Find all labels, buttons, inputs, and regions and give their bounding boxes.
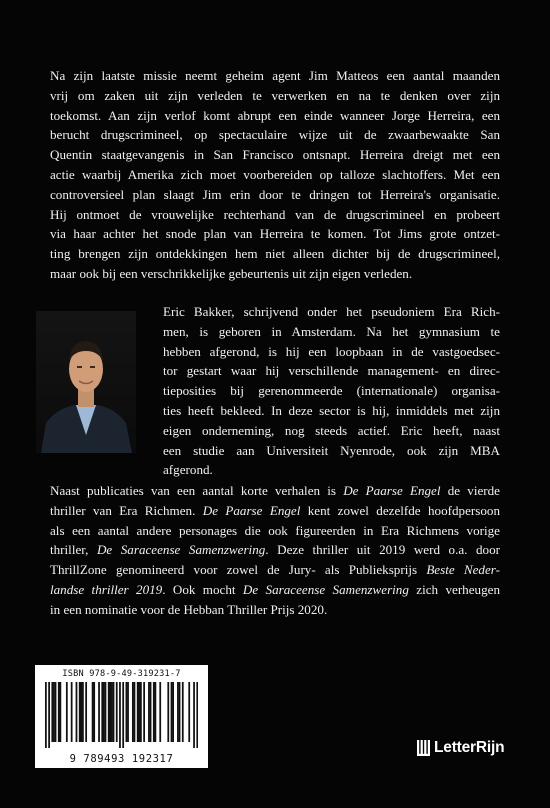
text-line: toekomst. Aan zijn verlof komt abrupt een einde wanneer Jorge Herreira, een — [50, 107, 500, 123]
barcode-bar — [171, 682, 173, 742]
author-photo — [36, 311, 136, 453]
barcode-bar — [105, 682, 107, 742]
barcode-bar — [153, 682, 155, 742]
text-line: eigen onderneming, nog steeds actief. Eric heeft, naast — [163, 422, 500, 438]
barcode-bar — [108, 682, 110, 742]
barcode-bar — [172, 682, 174, 742]
book-title: Beste Neder- — [426, 562, 500, 578]
text-line — [50, 501, 500, 521]
barcode-bar — [188, 682, 190, 742]
synopsis-paragraph — [50, 66, 500, 284]
text-run: in een nominatie voor de Hebban Thriller Prijs 2020. — [50, 601, 328, 617]
barcode-bar — [48, 682, 50, 748]
publisher-logo — [417, 736, 504, 760]
isbn-barcode — [35, 665, 208, 768]
publications-paragraph — [50, 481, 500, 620]
book-title: De Paarse Engel — [202, 502, 301, 518]
barcode-bars — [45, 682, 198, 748]
text-run: Naast publicaties van een aantal korte verhalen is — [50, 483, 344, 498]
barcode-bar — [167, 682, 169, 742]
barcode-bar — [98, 682, 100, 742]
text-line: berucht drugscrimineel, op spectaculaire wijze uit de zwaarbewaakte San — [50, 127, 500, 143]
barcode-bar — [51, 682, 53, 742]
barcode-bar — [66, 682, 68, 742]
text-line: tieposities bij gerenommeerde (internationale) organisa- — [163, 383, 500, 399]
barcode-bar — [76, 682, 78, 742]
publisher-name: LetterRijn — [434, 739, 505, 756]
text-run: ThrillZone genomineerd voor zowel de Jury- als Publieksprijs — [50, 562, 427, 578]
barcode-bar — [82, 682, 84, 742]
text-line: men, is geboren in Amsterdam. Na het gymnasium te — [163, 323, 500, 339]
text-line: controversieel plan slaagt Jim erin door te dringen tot Herreira's organisatie. — [50, 186, 500, 202]
text-line — [50, 560, 500, 580]
barcode-bar — [155, 682, 157, 742]
barcode-bar — [45, 682, 47, 748]
book-title: De Saraceense Samenzwering — [96, 542, 266, 558]
text-run: . Deze thriller uit 2019 werd o.a. door — [265, 542, 500, 558]
barcode-bar — [138, 682, 140, 742]
author-portrait-image — [36, 311, 136, 453]
text-line — [50, 521, 500, 541]
text-run: kent zowel dezelfde hoofdpersoon — [300, 502, 500, 518]
isbn-label: ISBN 978-9-49-319231-7 — [62, 669, 181, 679]
barcode-bar — [193, 682, 195, 748]
text-line: Na zijn laatste missie neemt geheim agent Jim Matteos een aantal maanden — [50, 68, 500, 83]
barcode-bar — [122, 682, 124, 748]
barcode-bar — [148, 682, 150, 742]
barcode-bar — [159, 682, 161, 742]
barcode-bar — [140, 682, 142, 742]
barcode-bar — [134, 682, 136, 742]
text-line — [50, 481, 500, 501]
barcode-bar — [113, 682, 115, 742]
text-run: thriller van Era Richmen. — [50, 502, 203, 518]
text-line: ting brengen zijn ontdekkingen hem niet alleen dichter bij de drugscrimineel, — [50, 246, 500, 262]
barcode-bar — [116, 682, 118, 742]
text-line — [50, 540, 500, 560]
barcode-bar — [126, 682, 128, 742]
author-bio-paragraph — [163, 302, 500, 480]
barcode-bar — [59, 682, 61, 742]
barcode-digits: 9 789493 192317 — [69, 753, 174, 765]
text-line: maar ook bij een verschrikkelijke gebeurtenis uit zijn eigen verleden. — [50, 265, 413, 281]
text-line: vrij om zaken uit zijn verleden te verwerken en na te denken over zijn — [50, 87, 500, 103]
book-title: De Paarse Engel — [343, 483, 441, 498]
barcode-bar — [177, 682, 179, 742]
barcode-bar — [119, 682, 121, 748]
text-run: de vierde — [440, 483, 500, 498]
text-line — [50, 600, 500, 620]
barcode-bar — [143, 682, 145, 742]
barcode-bar — [103, 682, 105, 742]
book-title: landse thriller 2019 — [50, 581, 163, 597]
barcode-bar — [101, 682, 103, 742]
barcode-bar — [137, 682, 139, 742]
barcode-bar — [109, 682, 111, 742]
letterrijn-logo-icon — [417, 740, 431, 756]
text-run: zich verheugen — [408, 581, 500, 597]
text-line: via haar achter het snode plan van Herreira te komen. Tot Jims grote ontzet- — [50, 226, 500, 242]
text-line: Eric Bakker, schrijvend onder het pseudoniem Era Rich- — [163, 304, 500, 319]
barcode-bar — [92, 682, 94, 742]
text-run: thriller, — [50, 542, 97, 558]
barcode-bar — [132, 682, 134, 742]
text-line: een studie aan Universiteit Nyenrode, ook zijn MBA — [163, 442, 500, 458]
text-run: als een aantal andere personages die ook figureerden in Era Richmens vorige — [50, 522, 500, 538]
text-line: tor gestart waar hij verschillende management- en direc- — [163, 363, 500, 379]
barcode-bar — [53, 682, 55, 742]
barcode-bar — [93, 682, 95, 742]
text-line: hebben afgerond, is hij een loopbaan in de vastgoedsec- — [163, 343, 500, 359]
barcode-bar — [127, 682, 129, 742]
barcode-bar — [150, 682, 152, 742]
text-line: afgerond. — [163, 462, 213, 478]
barcode-bar — [79, 682, 81, 742]
text-line: actie waarbij Amerika zich moet voorbereiden op talloze slachtoffers. Met een — [50, 166, 500, 182]
text-line: Hij ontmoet de vrouwelijke rechterhand van de drugscrimineel en probeert — [50, 206, 500, 222]
barcode-bar — [179, 682, 181, 742]
text-line: ties heeft bekleed. In deze sector is hij, inmiddels met zijn — [163, 402, 500, 418]
barcode-bar — [182, 682, 184, 742]
barcode-bar — [85, 682, 87, 742]
barcode-bar — [55, 682, 57, 742]
barcode-bar — [196, 682, 198, 748]
text-line: Quentin staatgevangenis in San Francisco ontsnapt. Herreira dreigt met een — [50, 147, 500, 163]
text-run: . Ook mocht — [162, 581, 243, 597]
barcode-bar — [71, 682, 73, 742]
text-line — [50, 580, 500, 600]
barcode-bar — [58, 682, 60, 742]
book-title: De Saraceense Samenzwering — [242, 581, 409, 597]
barcode-bar — [80, 682, 82, 742]
barcode-bar — [111, 682, 113, 742]
